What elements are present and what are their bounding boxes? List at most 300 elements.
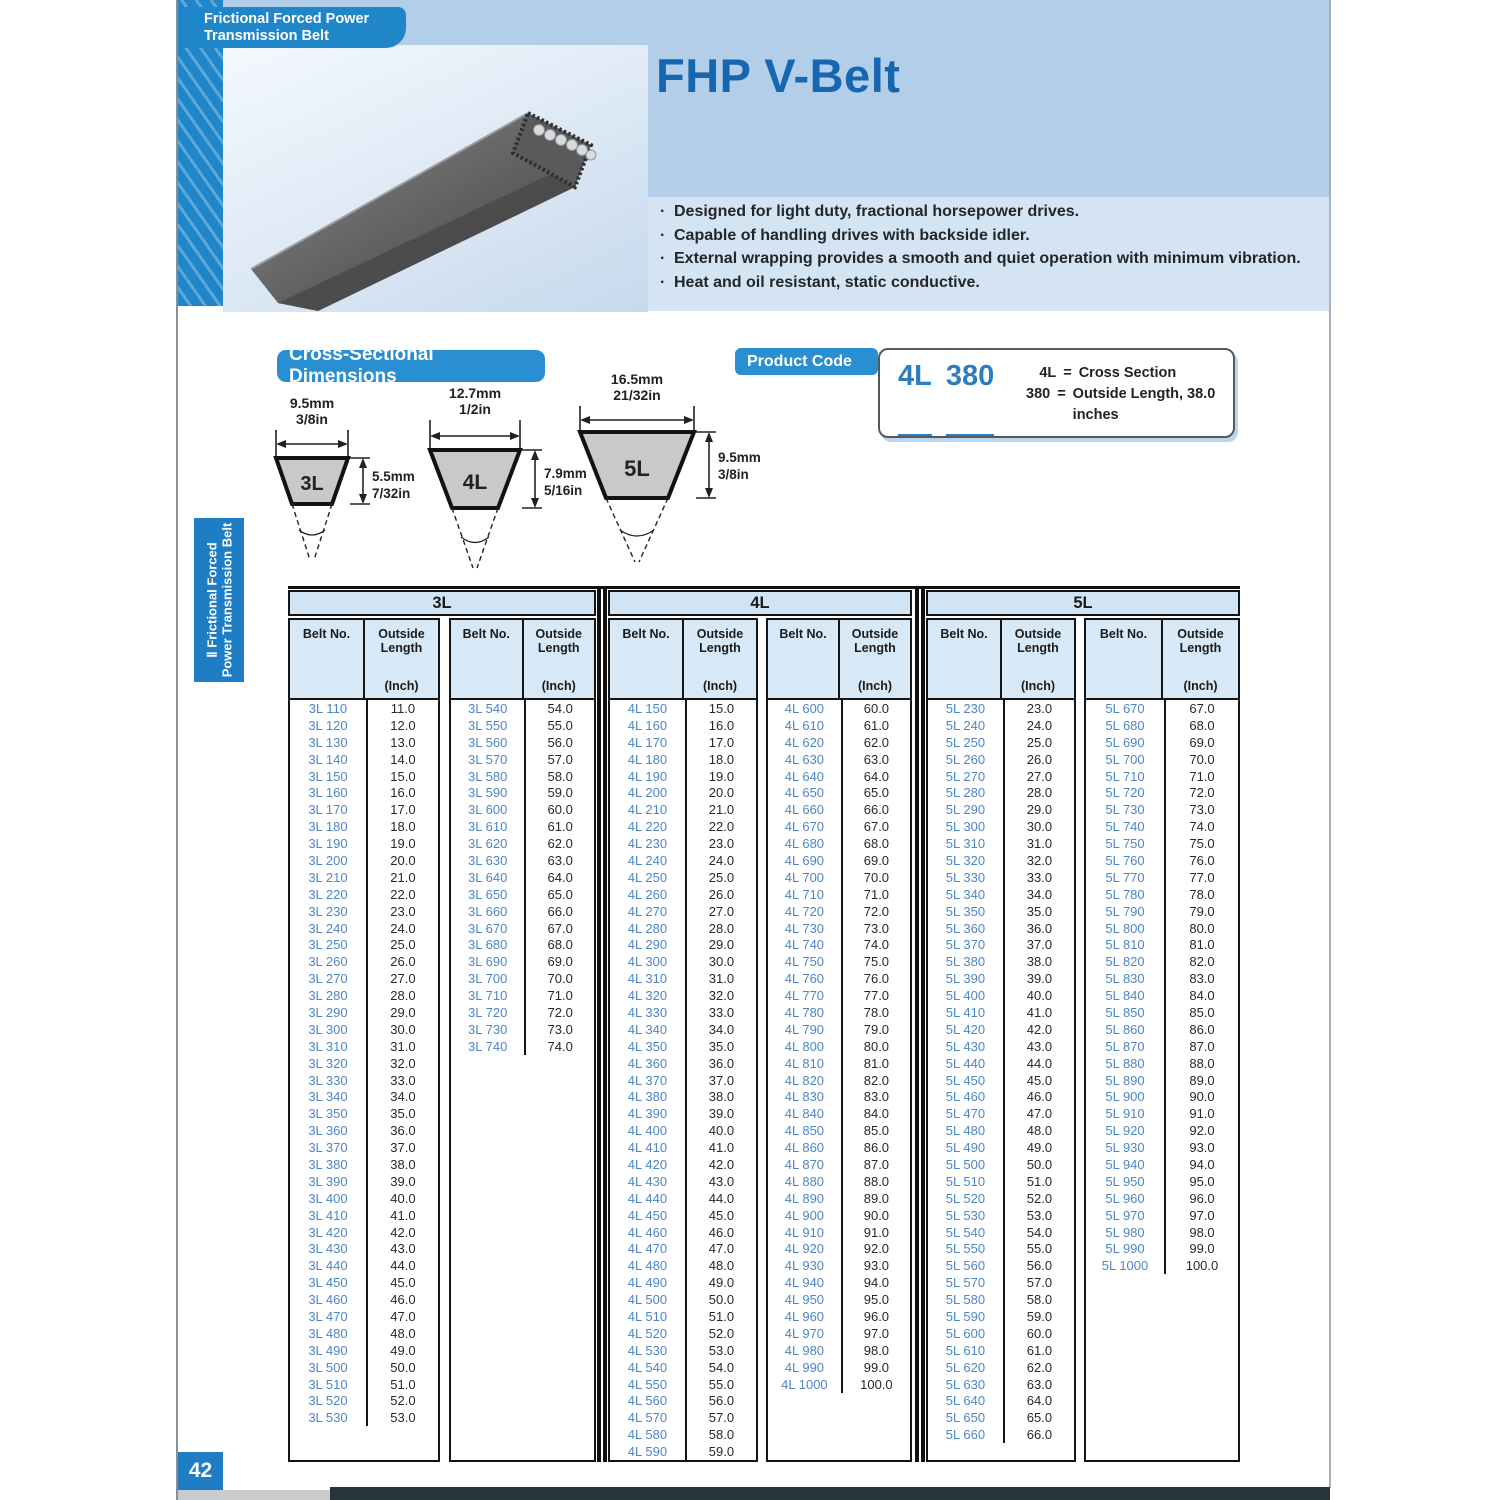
table-row: 4L 390 39.0 [610,1105,756,1122]
table-row: 5L 980 98.0 [1086,1224,1238,1241]
table-row: 4L 770 77.0 [768,987,910,1004]
3l-top-mm: 9.5mm [289,395,335,411]
table-row: 5L 780 78.0 [1086,886,1238,903]
table-row: 4L 210 21.0 [610,801,756,818]
table-row: 4L 880 88.0 [768,1173,910,1190]
feature-item [660,274,1320,298]
table-row: 3L 540 54.0 [451,700,594,717]
table-row: 3L 120 12.0 [290,717,438,734]
legend-row [1020,384,1233,426]
table-row: 5L 840 84.0 [1086,987,1238,1004]
table-row: 3L 600 60.0 [451,801,594,818]
table-row: 4L 470 47.0 [610,1241,756,1258]
table-row: 4L 410 41.0 [610,1139,756,1156]
table-row: 4L 580 58.0 [610,1426,756,1443]
table-row: 4L 490 49.0 [610,1274,756,1291]
table-row: 3L 570 57.0 [451,751,594,768]
table-row: 4L 520 52.0 [610,1325,756,1342]
5l-side-in: 3/8in [718,467,749,482]
table-row: 4L 940 94.0 [768,1274,910,1291]
feature-item [660,250,1320,274]
table-row: 4L 700 70.0 [768,869,910,886]
table-row: 5L 240 24.0 [928,717,1074,734]
table-row: 4L 590 59.0 [610,1443,756,1460]
unit-header: (Inch) [1183,679,1218,693]
table-row: 4L 530 53.0 [610,1342,756,1359]
column-headers [451,620,594,700]
length-header: Outside Length [696,627,744,655]
table-row: 4L 180 18.0 [610,751,756,768]
table-row: 3L 110 11.0 [290,700,438,717]
table-row: 5L 940 94.0 [1086,1156,1238,1173]
table-row: 4L 190 19.0 [610,768,756,785]
table-row: 4L 760 76.0 [768,970,910,987]
length-header: Outside Length [378,627,425,655]
table-row: 4L 990 99.0 [768,1359,910,1376]
table-row: 3L 180 18.0 [290,818,438,835]
chapter-side-tab-text [204,523,234,678]
table-row: 4L 830 83.0 [768,1088,910,1105]
table-row: 3L 490 49.0 [290,1342,438,1359]
table-row: 4L 800 80.0 [768,1038,910,1055]
table-row: 5L 280 28.0 [928,784,1074,801]
product-code-legend [1020,360,1233,436]
table-row: 5L 720 72.0 [1086,784,1238,801]
column-headers [290,620,438,700]
product-code-example [898,360,994,436]
belt-no-header: Belt No. [622,627,670,641]
table-row: 3L 400 40.0 [290,1190,438,1207]
table-row: 4L 910 91.0 [768,1224,910,1241]
table-row: 3L 170 17.0 [290,801,438,818]
table-row: 3L 340 34.0 [290,1088,438,1105]
table-row: 5L 530 53.0 [928,1207,1074,1224]
legend-equals: = [1063,365,1072,381]
table-row: 5L 770 77.0 [1086,869,1238,886]
product-code-length: 380 [946,360,994,436]
column-headers [928,620,1074,700]
table-row: 4L 820 82.0 [768,1072,910,1089]
table-row: 3L 410 41.0 [290,1207,438,1224]
table-row: 5L 710 71.0 [1086,768,1238,785]
4l-side-in: 5/16in [544,483,583,498]
table-row: 3L 360 36.0 [290,1122,438,1139]
table-row: 3L 660 66.0 [451,903,594,920]
section-divider [915,587,919,1462]
belt-no-header: Belt No. [940,627,988,641]
table-row: 4L 570 57.0 [610,1409,756,1426]
table-row: 3L 270 27.0 [290,970,438,987]
table-row: 5L 660 66.0 [928,1426,1074,1443]
table-row: 5L 740 74.0 [1086,818,1238,835]
table-row: 4L 290 29.0 [610,936,756,953]
table-row: 3L 330 33.0 [290,1072,438,1089]
table-row: 3L 580 58.0 [451,768,594,785]
4l-top-mm: 12.7mm [448,385,502,401]
table-row: 5L 670 67.0 [1086,700,1238,717]
table-row: 3L 310 31.0 [290,1038,438,1055]
table-row: 4L 660 66.0 [768,801,910,818]
feature-text: Designed for light duty, fractional horsepower drives. [674,203,1080,220]
table-row: 3L 370 37.0 [290,1139,438,1156]
3l-side-in: 7/32in [372,486,411,501]
table-row: 5L 310 31.0 [928,835,1074,852]
table-row: 4L 900 90.0 [768,1207,910,1224]
table-row: 5L 850 85.0 [1086,1004,1238,1021]
table-row: 3L 290 29.0 [290,1004,438,1021]
table-row: 5L 790 79.0 [1086,903,1238,920]
table-row: 4L 370 37.0 [610,1072,756,1089]
table-row: 3L 530 53.0 [290,1409,438,1426]
table-row: 4L 870 87.0 [768,1156,910,1173]
table-row: 4L 250 25.0 [610,869,756,886]
page-right-edge [1329,0,1331,1488]
table-row: 3L 160 16.0 [290,784,438,801]
table-row: 5L 950 95.0 [1086,1173,1238,1190]
table-row: 4L 450 45.0 [610,1207,756,1224]
footer-dark-strip [330,1487,1330,1500]
legend-key: 4L [1039,365,1057,381]
table-row: 4L 930 93.0 [768,1257,910,1274]
unit-header: (Inch) [702,679,738,693]
belt-table-3l-b [449,618,596,1462]
table-row: 4L 170 17.0 [610,734,756,751]
table-row: 4L 460 46.0 [610,1224,756,1241]
column-headers [610,620,756,700]
table-row: 4L 840 84.0 [768,1105,910,1122]
bullet-icon [660,227,674,245]
table-row: 4L 730 73.0 [768,920,910,937]
page-number: 42 [178,1452,223,1490]
table-row: 5L 550 55.0 [928,1241,1074,1258]
table-row: 3L 520 52.0 [290,1393,438,1410]
belt-photo-panel [223,45,648,312]
section-divider [597,587,601,1462]
table-row: 4L 380 38.0 [610,1088,756,1105]
table-row: 4L 680 68.0 [768,835,910,852]
table-row: 4L 640 64.0 [768,768,910,785]
table-row: 5L 330 33.0 [928,869,1074,886]
profile-diagram-3l [262,392,432,582]
table-row: 3L 560 56.0 [451,734,594,751]
table-row: 4L 440 44.0 [610,1190,756,1207]
table-row: 4L 480 48.0 [610,1257,756,1274]
table-row: 4L 260 26.0 [610,886,756,903]
unit-header: (Inch) [384,679,419,693]
table-row: 4L 630 63.0 [768,751,910,768]
table-row: 5L 620 62.0 [928,1359,1074,1376]
table-row: 5L 890 89.0 [1086,1072,1238,1089]
legend-equals: = [1057,386,1066,402]
table-row: 5L 370 37.0 [928,936,1074,953]
5l-side-mm: 9.5mm [718,450,761,465]
table-row: 4L 1000 100.0 [768,1376,910,1393]
4l-top-in: 1/2in [459,401,491,417]
table-row: 4L 750 75.0 [768,953,910,970]
table-row: 4L 280 28.0 [610,920,756,937]
table-row: 5L 520 52.0 [928,1190,1074,1207]
table-row: 4L 420 42.0 [610,1156,756,1173]
belt-no-header: Belt No. [302,627,351,641]
belt-no-header: Belt No. [462,627,510,641]
table-row: 3L 300 30.0 [290,1021,438,1038]
table-row: 3L 150 15.0 [290,768,438,785]
table-row: 5L 300 30.0 [928,818,1074,835]
table-row: 4L 540 54.0 [610,1359,756,1376]
table-row: 3L 130 13.0 [290,734,438,751]
table-row: 3L 730 73.0 [451,1021,594,1038]
table-row: 3L 480 48.0 [290,1325,438,1342]
table-row: 3L 240 24.0 [290,920,438,937]
table-row: 5L 970 97.0 [1086,1207,1238,1224]
table-row: 5L 750 75.0 [1086,835,1238,852]
table-row: 3L 190 19.0 [290,835,438,852]
table-row: 4L 320 32.0 [610,987,756,1004]
bullet-icon [660,203,674,221]
table-row: 5L 400 40.0 [928,987,1074,1004]
table-row: 5L 610 61.0 [928,1342,1074,1359]
table-row: 5L 230 23.0 [928,700,1074,717]
table-row: 5L 250 25.0 [928,734,1074,751]
table-row: 4L 720 72.0 [768,903,910,920]
table-row: 3L 710 71.0 [451,987,594,1004]
section-header-5l: 5L [926,590,1240,616]
table-row: 5L 760 76.0 [1086,852,1238,869]
table-row: 5L 560 56.0 [928,1257,1074,1274]
table-row: 3L 510 51.0 [290,1376,438,1393]
table-row: 5L 590 59.0 [928,1308,1074,1325]
table-row: 3L 430 43.0 [290,1241,438,1258]
table-row: 4L 510 51.0 [610,1308,756,1325]
legend-key: 380 [1026,386,1051,402]
table-row: 3L 700 70.0 [451,970,594,987]
table-row: 3L 420 42.0 [290,1224,438,1241]
table-row: 3L 210 21.0 [290,869,438,886]
table-row: 5L 960 96.0 [1086,1190,1238,1207]
table-row: 4L 650 65.0 [768,784,910,801]
column-headers [768,620,910,700]
table-row: 5L 450 45.0 [928,1072,1074,1089]
table-row: 3L 220 22.0 [290,886,438,903]
table-row: 5L 500 50.0 [928,1156,1074,1173]
table-row: 4L 980 98.0 [768,1342,910,1359]
table-row: 5L 700 70.0 [1086,751,1238,768]
table-row: 5L 410 41.0 [928,1004,1074,1021]
table-row: 5L 540 54.0 [928,1224,1074,1241]
table-row: 5L 880 88.0 [1086,1055,1238,1072]
table-row: 5L 800 80.0 [1086,920,1238,937]
table-row: 4L 620 62.0 [768,734,910,751]
4l-label: 4L [462,471,488,494]
4l-side-mm: 7.9mm [544,466,587,481]
table-row: 4L 330 33.0 [610,1004,756,1021]
table-row: 3L 470 47.0 [290,1308,438,1325]
3l-side-mm: 5.5mm [372,469,415,484]
table-row: 4L 790 79.0 [768,1021,910,1038]
3l-label: 3L [300,473,324,495]
table-row: 4L 200 20.0 [610,784,756,801]
table-row: 5L 350 35.0 [928,903,1074,920]
table-row: 5L 600 60.0 [928,1325,1074,1342]
table-row: 3L 260 26.0 [290,953,438,970]
section-divider [921,587,925,1462]
table-row: 3L 450 45.0 [290,1274,438,1291]
product-code-heading: Product Code [735,348,878,375]
table-row: 4L 690 69.0 [768,852,910,869]
table-row: 5L 570 57.0 [928,1274,1074,1291]
bullet-icon [660,250,674,268]
table-row: 3L 230 23.0 [290,903,438,920]
section-header-4l: 4L [608,590,912,616]
feature-text: Heat and oil resistant, static conductive. [674,273,980,291]
table-row: 5L 320 32.0 [928,852,1074,869]
legend-description: Cross Section [1078,365,1177,381]
table-row: 3L 680 68.0 [451,936,594,953]
side-tab-line2: Power Transmission Belt [219,522,235,678]
table-row: 4L 400 40.0 [610,1122,756,1139]
table-row: 3L 610 61.0 [451,818,594,835]
5l-label: 5L [624,456,650,481]
table-row: 5L 290 29.0 [928,801,1074,818]
table-row: 4L 810 81.0 [768,1055,910,1072]
table-row: 4L 560 56.0 [610,1393,756,1410]
footer-gray-strip [178,1490,330,1500]
table-row: 4L 780 78.0 [768,1004,910,1021]
table-row: 4L 740 74.0 [768,936,910,953]
table-row: 5L 870 87.0 [1086,1038,1238,1055]
table-row: 5L 730 73.0 [1086,801,1238,818]
table-row: 3L 250 25.0 [290,936,438,953]
legend-description: Outside Length, 38.0 inches [1072,386,1216,423]
table-row: 4L 670 67.0 [768,818,910,835]
table-row: 5L 1000 100.0 [1086,1257,1238,1274]
table-row: 4L 890 89.0 [768,1190,910,1207]
profile-diagram-5l [572,368,777,583]
table-row: 5L 650 65.0 [928,1409,1074,1426]
table-row: 5L 640 64.0 [928,1393,1074,1410]
table-row: 4L 850 85.0 [768,1122,910,1139]
5l-top-in: 21/32in [613,387,661,403]
feature-list [660,203,1320,297]
table-row: 3L 380 38.0 [290,1156,438,1173]
table-row: 4L 960 96.0 [768,1308,910,1325]
column-headers [1086,620,1238,700]
table-row: 3L 320 32.0 [290,1055,438,1072]
table-row: 5L 260 26.0 [928,751,1074,768]
ribbon-line1: Frictional Forced Power [204,11,370,27]
table-row: 4L 270 27.0 [610,903,756,920]
table-row: 5L 360 36.0 [928,920,1074,937]
belt-no-header: Belt No. [779,627,827,641]
v-belt-photo [223,45,648,312]
table-row: 3L 350 35.0 [290,1105,438,1122]
5l-top-mm: 16.5mm [610,371,664,387]
belt-table-4l-b [766,618,912,1462]
table-row: 5L 830 83.0 [1086,970,1238,987]
table-row: 5L 460 46.0 [928,1088,1074,1105]
table-row: 3L 500 50.0 [290,1359,438,1376]
table-row: 5L 820 82.0 [1086,953,1238,970]
table-row: 4L 610 61.0 [768,717,910,734]
table-row: 4L 550 55.0 [610,1376,756,1393]
section-header-3l: 3L [288,590,596,616]
table-row: 5L 920 92.0 [1086,1122,1238,1139]
table-row: 5L 580 58.0 [928,1291,1074,1308]
table-row: 4L 500 50.0 [610,1291,756,1308]
belt-table-5l-a [926,618,1076,1462]
table-row: 4L 230 23.0 [610,835,756,852]
table-row: 4L 430 43.0 [610,1173,756,1190]
unit-header: (Inch) [857,679,893,693]
table-row: 3L 200 20.0 [290,852,438,869]
table-row: 5L 340 34.0 [928,886,1074,903]
feature-item [660,203,1320,227]
table-row: 3L 460 46.0 [290,1291,438,1308]
table-row: 4L 240 24.0 [610,852,756,869]
table-row: 5L 480 48.0 [928,1122,1074,1139]
feature-item [660,227,1320,251]
table-row: 4L 710 71.0 [768,886,910,903]
table-row: 4L 860 86.0 [768,1139,910,1156]
belt-table-4l-a [608,618,758,1462]
table-row: 4L 600 60.0 [768,700,910,717]
chapter-side-tab [194,518,244,682]
table-row: 5L 990 99.0 [1086,1241,1238,1258]
table-row: 4L 920 92.0 [768,1241,910,1258]
belt-table-5l-b [1084,618,1240,1462]
table-top-rule [288,586,1240,589]
table-row: 4L 360 36.0 [610,1055,756,1072]
side-tab-line1: Ⅱ Frictional Forced [204,542,220,658]
table-row: 4L 970 97.0 [768,1325,910,1342]
table-row: 5L 420 42.0 [928,1021,1074,1038]
table-row: 3L 690 69.0 [451,953,594,970]
table-row: 4L 150 15.0 [610,700,756,717]
unit-header: (Inch) [541,679,576,693]
table-row: 3L 670 67.0 [451,920,594,937]
ribbon-line2: Transmission Belt [204,27,329,44]
product-code-section: 4L [898,360,932,436]
table-row: 3L 590 59.0 [451,784,594,801]
legend-row [1020,363,1233,384]
table-row: 5L 510 51.0 [928,1173,1074,1190]
table-row: 5L 390 39.0 [928,970,1074,987]
table-row: 4L 950 95.0 [768,1291,910,1308]
cross-section-heading: Cross-Sectional Dimensions [277,350,545,382]
table-row: 5L 680 68.0 [1086,717,1238,734]
table-row: 5L 910 91.0 [1086,1105,1238,1122]
belt-table-3l-a [288,618,440,1462]
table-row: 3L 620 62.0 [451,835,594,852]
table-row: 5L 440 44.0 [928,1055,1074,1072]
length-header: Outside Length [535,627,583,655]
table-row: 5L 900 90.0 [1086,1088,1238,1105]
table-row: 3L 640 64.0 [451,869,594,886]
table-row: 5L 630 63.0 [928,1376,1074,1393]
table-row: 5L 270 27.0 [928,768,1074,785]
section-divider [603,587,607,1462]
table-row: 4L 220 22.0 [610,818,756,835]
table-row: 3L 630 63.0 [451,852,594,869]
table-row: 3L 390 39.0 [290,1173,438,1190]
table-row: 5L 430 43.0 [928,1038,1074,1055]
table-row: 3L 550 55.0 [451,717,594,734]
table-row: 3L 440 44.0 [290,1257,438,1274]
length-header: Outside Length [1014,627,1062,655]
table-row: 4L 340 34.0 [610,1021,756,1038]
table-row: 5L 490 49.0 [928,1139,1074,1156]
table-row: 4L 300 30.0 [610,953,756,970]
